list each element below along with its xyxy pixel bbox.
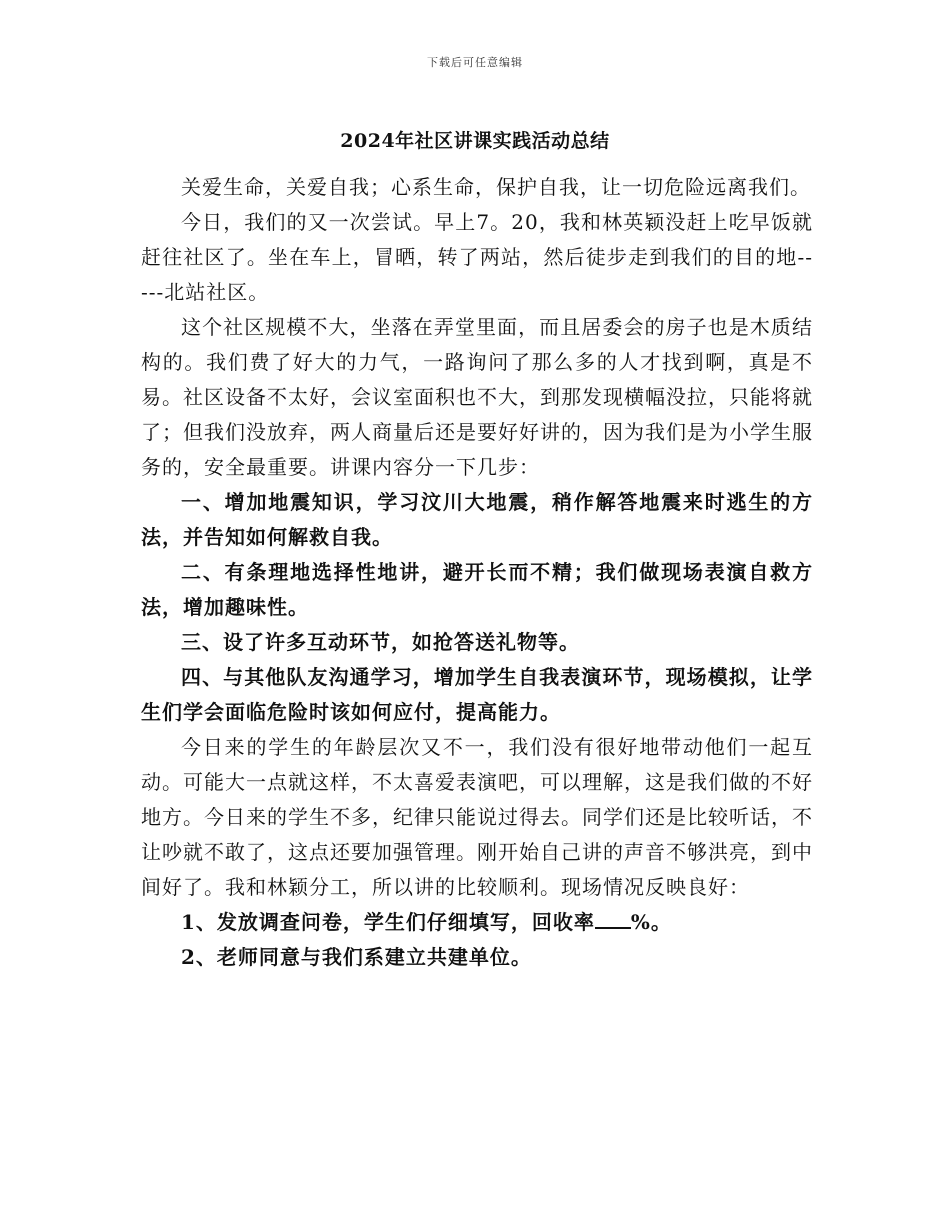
result-item-1-text: 1、发放调查问卷，学生们仔细填写，回收率	[181, 910, 595, 934]
paragraph-community: 这个社区规模不大，坐落在弄堂里面，而且居委会的房子也是木质结构的。我们费了好大的力气，一路询问了那么多的人才找到啊，真是不易。社区设备不太好，会议室面积也不大，到那发现横幅没拉，只能将就了；但我们没放弃，两人商量后还是要好好讲的，因为我们是为小学生服务的，安全最重要。讲课内容分一下几步：	[141, 315, 813, 479]
result-item-1-suffix: %。	[630, 910, 672, 934]
step-three: 三、设了许多互动环节，如抢答送礼物等。	[181, 630, 580, 654]
step-four: 四、与其他队友沟通学习，增加学生自我表演环节，现场模拟，让学生们学会面临危险时该如何应付，提高能力。	[141, 665, 813, 724]
step-one: 一、增加地震知识，学习汶川大地震，稍作解答地震来时逃生的方法，并告知如何解救自我。	[141, 490, 813, 549]
paragraph-intro: 关爱生命，关爱自我；心系生命，保护自我，让一切危险远离我们。	[181, 175, 811, 199]
document-body	[141, 170, 813, 975]
result-item-1	[141, 905, 813, 940]
result-item-2: 2、老师同意与我们系建立共建单位。	[181, 945, 532, 969]
step-two: 二、有条理地选择性地讲，避开长而不精；我们做现场表演自救方法，增加趣味性。	[141, 560, 813, 619]
document-title: 2024年社区讲课实践活动总结	[340, 130, 610, 152]
fill-in-blank	[595, 907, 631, 929]
header-note: 下载后可任意编辑	[427, 56, 523, 69]
paragraph-reflection: 今日来的学生的年龄层次又不一，我们没有很好地带动他们一起互动。可能大一点就这样，不太喜爱表演吧，可以理解，这是我们做的不好地方。今日来的学生不多，纪律只能说过得去。同学们还是比较听话，不让吵就不敢了，这点还要加强管理。刚开始自己讲的声音不够洪亮，到中间好了。我和林颖分工，所以讲的比较顺利。现场情况反映良好：	[141, 735, 813, 899]
paragraph-morning: 今日，我们的又一次尝试。早上7。20，我和林英颖没赶上吃早饭就赶往社区了。坐在车上，冒晒，转了两站，然后徒步走到我们的目的地-----北站社区。	[141, 210, 813, 304]
